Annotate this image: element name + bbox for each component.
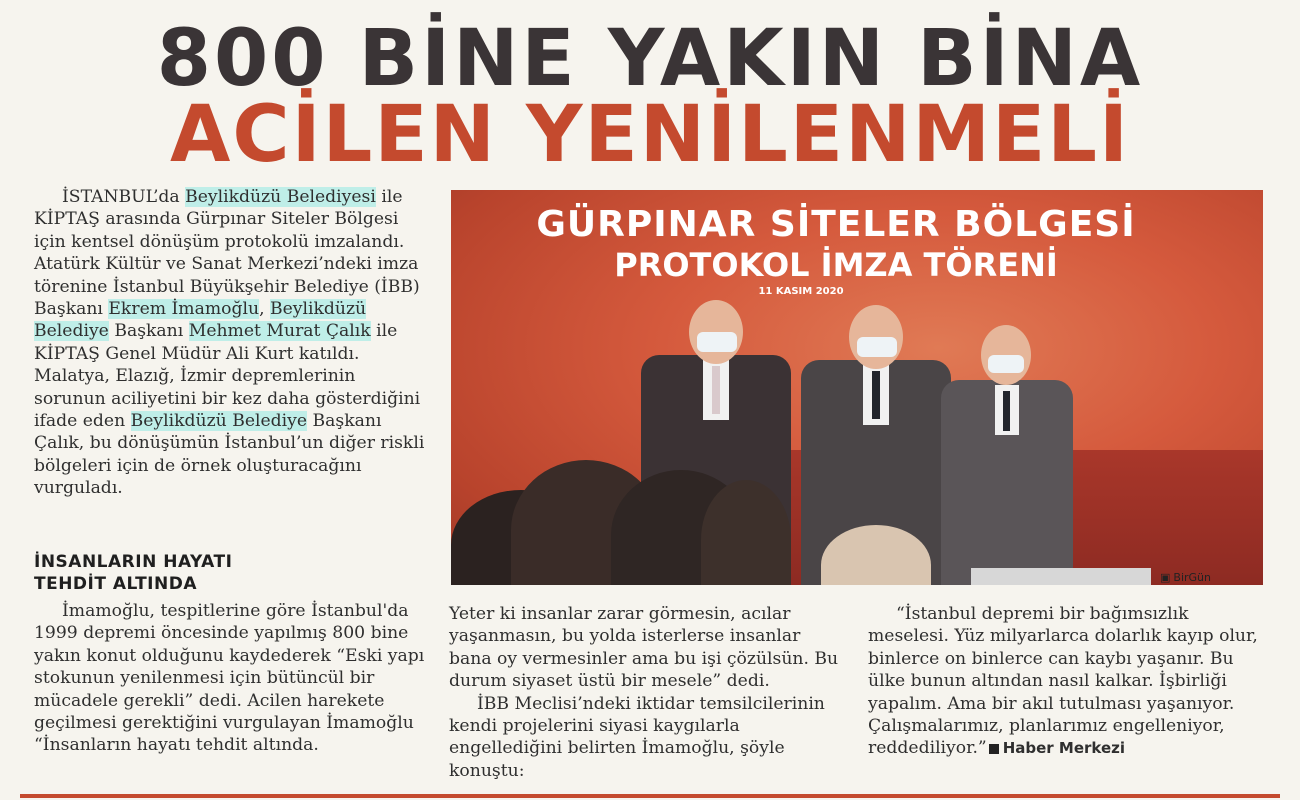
camera-icon: ▣ [1160, 571, 1171, 584]
ceremony-photo [451, 190, 1263, 585]
photo-banner-date: 11 KASIM 2020 [758, 286, 844, 297]
subheading-line-1: İNSANLARIN HAYATI [34, 552, 233, 572]
author-signature: Haber Merkezi [1002, 739, 1126, 758]
column-3-body [868, 603, 1263, 760]
highlight-ekrem-imamoglu: Ekrem İmamoğlu [108, 299, 260, 320]
person-right [941, 325, 1081, 585]
subheading-line-2: TEHDİT ALTINDA [34, 574, 197, 594]
column-1-paragraph: İmamoğlu, tespitlerine göre İstanbul'da 1999 depremi öncesinde yapılmış 800 bine yakın konut olduğunu kaydederek “Eski yapı stokunun yenilenmesi için bütüncül bir mücadele gerekli” dedi. Acilen harekete geçilmesi gerektiğini vurgulayan İmamoğlu “İnsanların hayatı tehdit altında. [34, 601, 425, 756]
highlight-beylikduzu-belediye-1: Beylikdüzü Belediye [34, 299, 367, 342]
intro-paragraph: İSTANBUL’da Beylikdüzü Belediyesi ile KİPTAŞ arasında Gürpınar Siteler Bölgesi için kentsel dönüşüm protokolü imzalandı. Atatürk Kültür ve Sanat Merkezi’ndeki imza törenine İstanbul Büyükşehir Belediye (İBB) Başkanı Ekrem İmamoğlu, Beylikdüzü Belediye Başkanı Mehmet Murat Çalık ile KİPTAŞ Genel Müdür Ali Kurt katıldı. Malatya, Elazığ, İzmir depremlerinin sorunun aciliyetini bir kez daha gösterdiğini ifade eden Beylikdüzü Belediye Başkanı Çalık, bu dönüşümün İstanbul’un diğer riskli bölgeleri için de örnek oluşturacağını vurguladı. [34, 187, 425, 499]
column-3-paragraph: “İstanbul depremi bir bağımsızlık meselesi. Yüz milyarlarca dolarlık kayıp olur, binlerce on binlerce can kaybı yaşanır. Bu ülke bunun altından nasıl kalkar. İşbirliği yapalım. Ama bir akıl tutulması yaşanıyor. Çalışmalarımız, planlarımız engelleniyor, reddediliyor.” [868, 604, 1258, 759]
subheading [34, 551, 432, 595]
headline-line-2: ACİLEN YENİLENMELİ [169, 90, 1130, 180]
headline-line-1: 800 BİNE YAKIN BİNA [156, 14, 1144, 104]
highlight-beylikduzu-belediyesi: Beylikdüzü Belediyesi [185, 187, 376, 207]
highlight-beylikduzu-belediye-2: Beylikdüzü Belediye [130, 411, 308, 432]
photo-banner-title-1: GÜRPINAR SİTELER BÖLGESİ [536, 204, 1136, 245]
bottom-rule [20, 794, 1280, 798]
column-1-body [34, 600, 432, 757]
square-bullet-icon [989, 744, 999, 754]
photo-credit: ▣ BirGün [1160, 571, 1211, 584]
column-2-paragraph-2: İBB Meclisi’ndeki iktidar temsilcilerinin kendi projelerini siyasi kaygılarla engellediğini belirten İmamoğlu, şöyle konuştu: [449, 693, 825, 781]
photo-banner-title-2: PROTOKOL İMZA TÖRENİ [614, 246, 1058, 284]
podium-edge [971, 568, 1151, 585]
column-2-paragraph-1: Yeter ki insanlar zarar görmesin, acılar yaşanmasın, bu yolda isterlerse insanlar bana oy vermesinler ama bu işi çözülsün. Bu durum siyaset üstü bir mesele” dedi. [449, 604, 839, 692]
highlight-mehmet-murat-calik: Mehmet Murat Çalık [188, 321, 371, 342]
column-2-body [449, 603, 844, 782]
